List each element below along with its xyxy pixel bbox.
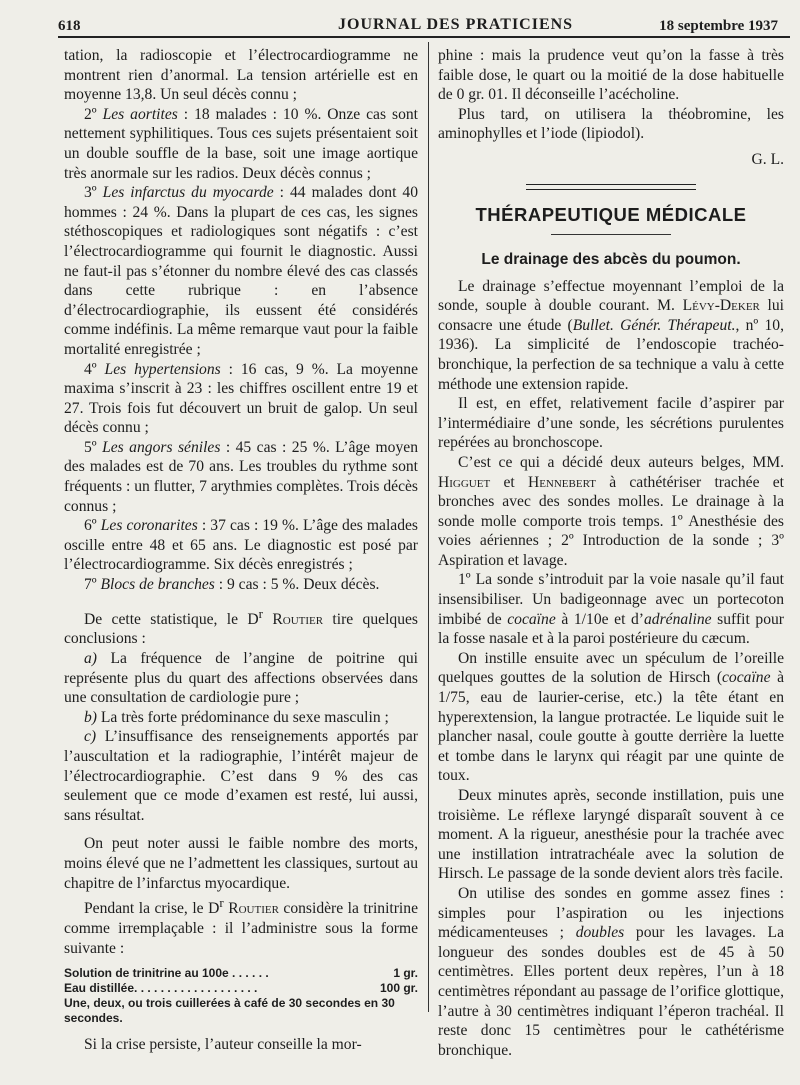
journal-title: JOURNAL DES PRATICIENS bbox=[338, 16, 574, 33]
paragraph: Plus tard, on utilisera la théobromine, les aminophylles et l’iode (lipiodol). bbox=[438, 105, 784, 143]
conclusion-c: c) L’insuffisance des renseignements apportés par l’auscultation et la radiographie, l’intérêt majeur de l’électrocardiographie. C’est dans 9 % des cas seulement que ce mode d’examen est resté, lui aussi, sans résultat. bbox=[64, 728, 418, 824]
conclusion-b: b) La très forte prédominance du sexe masculin ; bbox=[84, 708, 389, 726]
signature: G. L. bbox=[751, 150, 784, 168]
conclusions-intro: De cette statistique, le $D^r$ Routier tire quelques conclusions : bbox=[64, 605, 418, 648]
section-underline bbox=[551, 234, 671, 235]
issue-date: 18 septembre 1937 bbox=[659, 18, 778, 34]
paragraph: 1º La sonde s’introduit par la voie nasale qu’il faut insensibiliser. Un badigeonnage avec un portecoton imbibé de cocaïne à 1/10e et d’adrénaline suffit pour la fosse nasale et à la paroi postérieure du cæcum. bbox=[438, 571, 784, 648]
prescription-row: Solution de trinitrine au 100e . . . . . . 1 gr. bbox=[64, 966, 418, 981]
column-separator bbox=[428, 42, 429, 1012]
paragraph: Le drainage s’effectue moyennant l’emploi de la sonde, souple à double courant. M. Lévy-Deker lui consacre une étude (Bullet. Génér. Thérapeut., nº 10, 1936). La simplicité de l’endoscopie trachéo-bronchique, la perfection de sa technique a valu à cette méthode une extension rapide. bbox=[438, 277, 784, 393]
item-angors: 5º Les angors séniles : 45 cas : 25 %. L’âge moyen des malades est de 70 ans. Les troubles du rythme sont fréquents : un flutter, 7 arythmies complètes. Trois décès connus ; bbox=[64, 438, 418, 515]
paragraph: Deux minutes après, seconde instillation, puis une troisième. Le réflexe laryngé disparaît souvent à ce moment. A la rigueur, anesthésie pour la trachée avec une instillation intratrachéale avec la solution de Hirsch. Le passage de la sonde devient alors très facile. bbox=[438, 787, 784, 883]
trinitrine-paragraph: Pendant la crise, le $D^r$ Routier considère la trinitrine comme irremplaçable : il l’administre sous la forme suivante : bbox=[64, 895, 418, 957]
paragraph: On utilise des sondes en gomme assez fines : simples pour l’aspiration ou les injections médicamenteuses ; doubles pour les lavages. La longueur des sondes doubles est de 45 à 50 centimètres. Elles portent deux repères, l’un à 18 centimètres répondant au passage de l’orifice glottique, l’autre à 30 centimètres indiquant l’éperon trachéal. Il reste donc 15 centimètres pour le cathétérisme bronchique. bbox=[438, 884, 784, 1059]
left-column bbox=[64, 46, 418, 1055]
conclusion-a: a) La fréquence de l’angine de poitrine qui représente plus du quart des affections observées dans une consultation de cardiologie pure ; bbox=[64, 650, 418, 707]
section-title: THÉRAPEUTIQUE MÉDICALE bbox=[475, 203, 747, 225]
article-title: Le drainage des abcès du poumon. bbox=[481, 250, 741, 268]
paragraph: C’est ce qui a décidé deux auteurs belges, MM. Higguet et Hennebert à cathétériser trachée et bronches avec des sondes molles. Le drainage à la sonde molle comporte trois temps. 1º Anesthésie des voies aériennes ; 2º Introduction de la sonde ; 3º Aspiration et lavage. bbox=[438, 453, 784, 569]
paragraph: tation, la radioscopie et l’électrocardiogramme ne montrent rien d’anormal. La tension artérielle est en moyenne 13,8. Un seul décès connu ; bbox=[64, 47, 418, 104]
paragraph: Il est, en effet, relativement facile d’aspirer par l’intermédiaire d’une sonde, les sécrétions purulentes repérées au bronchoscope. bbox=[438, 395, 784, 452]
item-aortites: 2º Les aortites : 18 malades : 10 %. Onze cas sont nettement syphilitiques. Tous ces sujets présentaient soit un double souffle de la base, soit une image aortique très anormale sur les radios. Deux décès connus ; bbox=[64, 105, 418, 182]
header-rule bbox=[58, 36, 790, 38]
paragraph: On peut noter aussi le faible nombre des morts, moins élevé que ne l’admettent les classiques, surtout au chapitre de l’infarctus myocardique. bbox=[64, 835, 418, 892]
item-coronarites: 6º Les coronarites : 37 cas : 19 %. L’âge des malades oscille entre 48 et 65 ans. Le diagnostic est posé par l’électrocardiogramme. Six décès enregistrés ; bbox=[64, 517, 418, 574]
item-infarctus: 3º Les infarctus du myocarde : 44 malades dont 40 hommes : 24 %. Dans la plupart de ces cas, les signes stéthoscopiques et radiologiques sont négatifs : c’est l’électrocardiogramme qui fournit le diagnostic. Aussi ne faut-il pas s’étonner du nombre élevé des cas classés dans cette rubrique : en l’absence d’électrocardiographie, ils eussent été considérés comme indéfinis. La même remarque vaut pour la faible mortalité enregistrée ; bbox=[64, 184, 419, 358]
section-divider bbox=[438, 184, 784, 190]
paragraph: phine : mais la prudence veut qu’on la fasse à très faible dose, le quart ou la moitié de la dose habituelle de 0 gr. 01. Il déconseille l’acécholine. bbox=[438, 47, 784, 104]
prescription bbox=[64, 966, 418, 1026]
paragraph: Si la crise persiste, l’auteur conseille la mor- bbox=[84, 1036, 362, 1054]
right-column bbox=[438, 46, 784, 1060]
prescription-note: Une, deux, ou trois cuillerées à café de 30 secondes en 30 secondes. bbox=[64, 996, 395, 1026]
page-header bbox=[58, 14, 790, 36]
item-hypertensions: 4º Les hypertensions : 16 cas, 9 %. La moyenne maxima s’inscrit à 23 : les chiffres oscillent entre 19 et 27. Trois fois fut découvert un bruit de galop. Un seul décès connu ; bbox=[64, 360, 418, 437]
page-number: 618 bbox=[58, 18, 81, 34]
item-blocs: 7º Blocs de branches : 9 cas : 5 %. Deux décès. bbox=[84, 576, 380, 594]
prescription-row: Eau distillée. . . . . . . . . . . . . . . . . . . 100 gr. bbox=[64, 981, 418, 996]
paragraph: On instille ensuite avec un spéculum de l’oreille quelques gouttes de la solution de Hirsch (cocaïne à 1/75, eau de laurier-cerise, etc.) la tête étant en hyperextension, la langue protractée. Le liquide suit le plancher nasal, coule goutte à goutte derrière la luette et tombe dans le larynx qui réagit par une quinte de toux. bbox=[438, 649, 784, 785]
